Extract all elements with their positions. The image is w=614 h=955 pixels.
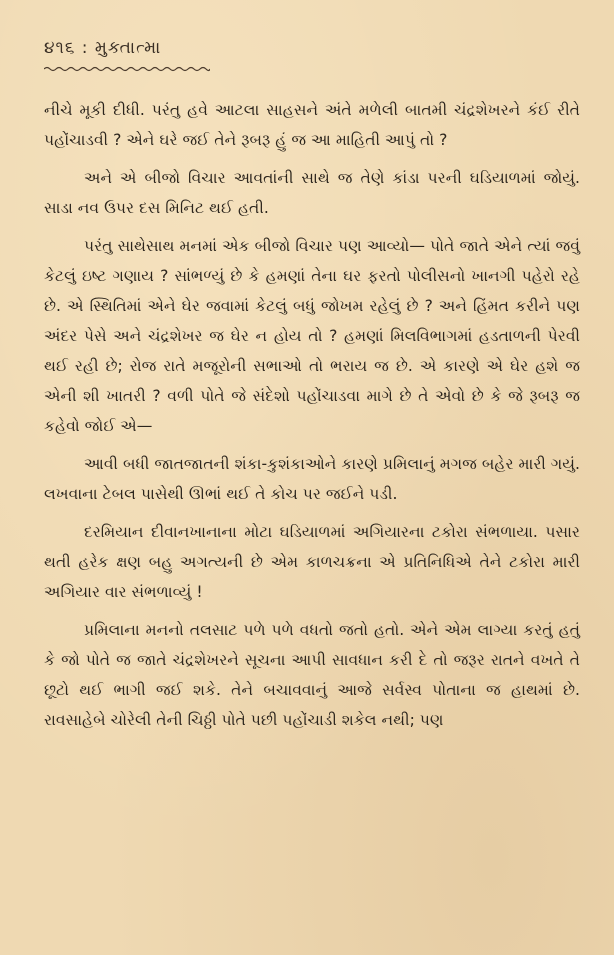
body-text xyxy=(44,95,580,743)
paragraph-4: આવી બધી જાતજાતની શંકા-કુશંકાઓને કારણે પ્રમિલાનું મગજ બહેર મારી ગયું. લખવાના ટેબલ પાસેથી ઊભાં થઈ તે કોચ પર જઈને પડી. xyxy=(44,455,580,503)
page-header: ૪૧૬ : મુક્તાત્મા xyxy=(44,38,162,58)
paragraph-6: પ્રમિલાના મનનો તલસાટ પળે પળે વધતો જતો હતો. એને એમ લાગ્યા કરતું હતું કે જો પોતે જ જાતે ચંદ્રશેખરને સૂચના આપી સાવધાન કરી દે તો જરૂર રાતને વખતે તે છૂટો થઈ ભાગી જઈ શકે. તેને બચાવવાનું આજે સર્વસ્વ પોતાના જ હાથમાં છે. રાવસાહેબે ચોરેલી તેની ચિઠ્ઠી પોતે પછી પહોંચાડી શકેલ નથી; પણ xyxy=(44,621,580,729)
paragraph-1: નીચે મૂકી દીધી. પરંતુ હવે આટલા સાહસને અંતે મળેલી બાતમી ચંદ્રશેખરને કંઈ રીતે પહોંચાડવી ? એને ઘરે જઈ તેને રૂબરૂ હું જ આ માહિતી આપું તો ? xyxy=(44,101,580,149)
paragraph-5: દરમિયાન દીવાનખાનાના મોટા ઘડિયાળમાં અગિયારના ટકોરા સંભળાયા. પસાર થતી હરેક ક્ષણ બહુ અગત્યની છે એમ કાળચક્રના એ પ્રતિનિધિએ તેને ટકોરા મારી અગિયાર વાર સંભળાવ્યું ! xyxy=(44,523,580,601)
decorative-wavy-rule xyxy=(44,66,210,72)
paragraph-2: અને એ બીજો વિચાર આવતાંની સાથે જ તેણે કાંડા પરની ઘડિયાળમાં જોયું. સાડા નવ ઉપર દસ મિનિટ થઈ હતી. xyxy=(44,169,580,217)
paragraph-3: પરંતુ સાથેસાથ મનમાં એક બીજો વિચાર પણ આવ્યો— પોતે જાતે એને ત્યાં જવું કેટલું ઇષ્ટ ગણાય ? સાંભળ્યું છે કે હમણાં તેના ઘર ફરતો પોલીસનો ખાનગી પહેરો રહે છે. એ સ્થિતિમાં એને ઘેર જવામાં કેટલું બધું જોખમ રહેલું છે ? અને હિંમત કરીને પણ અંદર પેસે અને ચંદ્રશેખર જ ઘેર ન હોય તો ? હમણાં મિલવિભાગમાં હડતાળની પેરવી થઈ રહી છે; રોજ રાતે મજૂરોની સભાઓ તો ભરાય જ છે. એ કારણે એ ઘેર હશે જ એની શી ખાતરી ? વળી પોતે જે સંદેશો પહોંચાડવા માગે છે તે એવો છે કે જે રૂબરૂ જ કહેવો જોઈ એ— xyxy=(44,237,580,435)
